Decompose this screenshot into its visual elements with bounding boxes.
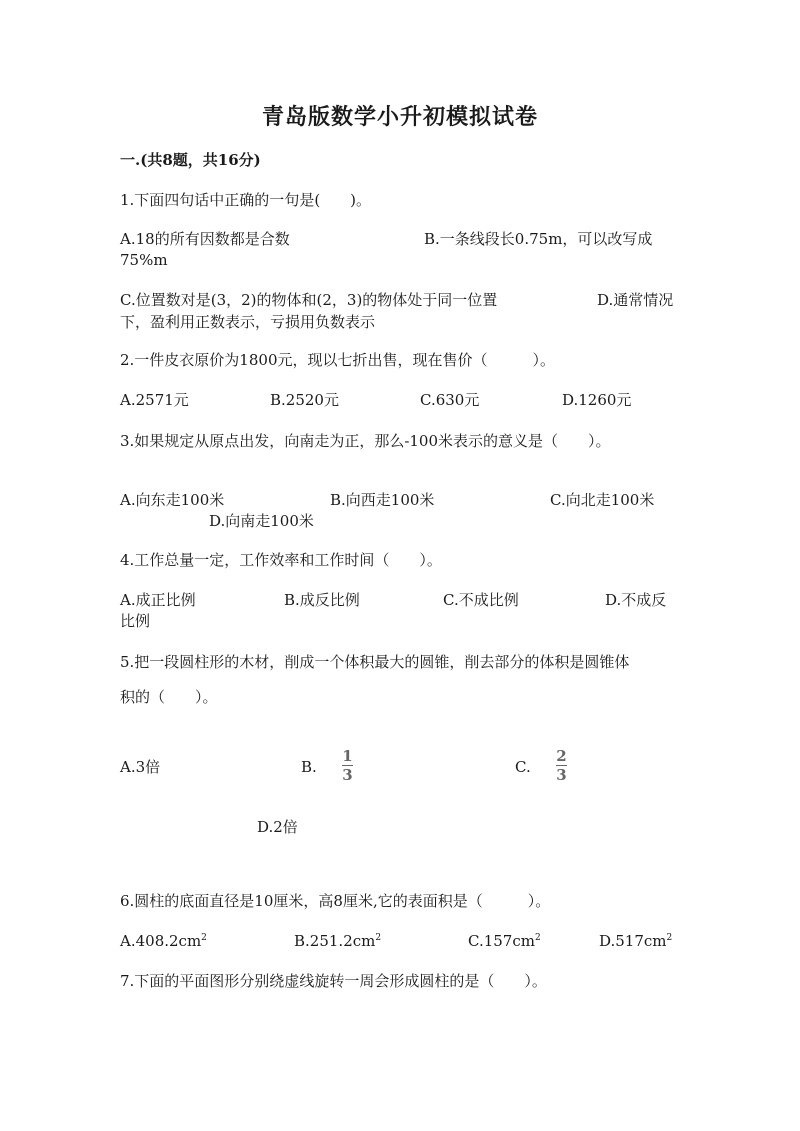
option-text: B.251.2cm <box>294 932 376 950</box>
question-5-stem: 5.把一段圆柱形的木材，削成一个体积最大的圆锥，削去部分的体积是圆锥体 <box>120 653 630 671</box>
question-6-stem: 6.圆柱的底面直径是10厘米，高8厘米,它的表面积是（ ）。 <box>120 892 551 910</box>
question-3-option-a: A.向东走100米 <box>120 491 225 509</box>
question-2-option-b: B.2520元 <box>270 391 339 409</box>
question-6-option-c <box>468 931 541 951</box>
question-1-option-b: B.一条线段长0.75m，可以改写成 <box>424 230 653 248</box>
superscript: 2 <box>201 933 207 943</box>
question-6-option-a <box>120 931 207 951</box>
superscript: 2 <box>534 933 541 943</box>
question-2-stem: 2.一件皮衣原价为1800元，现以七折出售，现在售价（ ）。 <box>120 351 555 369</box>
question-1-stem: 1.下面四句话中正确的一句是( )。 <box>120 191 372 209</box>
question-3-option-c: C.向北走100米 <box>550 491 655 509</box>
option-text: D.517cm <box>599 932 667 950</box>
question-1-option-c: C.位置数对是(3，2)的物体和(2，3)的物体处于同一位置 <box>120 291 498 309</box>
question-5-option-b-label: B. <box>301 758 317 776</box>
question-4-option-b: B.成反比例 <box>284 591 360 609</box>
question-3-option-b: B.向西走100米 <box>330 491 435 509</box>
fraction-numerator: 1 <box>342 747 353 765</box>
question-5-option-a: A.3倍 <box>120 758 161 776</box>
question-4-stem: 4.工作总量一定，工作效率和工作时间（ ）。 <box>120 551 442 569</box>
question-6-option-b <box>294 931 381 951</box>
page-title: 青岛版数学小升初模拟试卷 <box>261 104 538 130</box>
fraction-numerator: 2 <box>556 747 567 765</box>
fraction-denominator: 3 <box>556 766 567 784</box>
question-1-option-d: D.通常情况 <box>597 291 674 309</box>
question-5-option-c-label: C. <box>515 758 531 776</box>
question-6-option-d <box>599 931 672 951</box>
question-2-option-a: A.2571元 <box>120 391 189 409</box>
question-5-stem-continued: 积的（ ）。 <box>120 688 218 706</box>
question-5-option-d: D.2倍 <box>257 818 298 836</box>
question-3-option-d: D.向南走100米 <box>209 512 314 530</box>
option-text: A.408.2cm <box>120 932 202 950</box>
question-4-option-a: A.成正比例 <box>120 591 196 609</box>
fraction-denominator: 3 <box>342 766 353 784</box>
option-text: C.157cm <box>468 932 535 950</box>
section-header: 一.(共8题，共16分) <box>120 151 261 169</box>
question-5-option-b-fraction <box>342 748 353 783</box>
question-2-option-c: C.630元 <box>420 391 480 409</box>
question-1-option-b-continued: 75%m <box>120 251 168 269</box>
question-1-option-a: A.18的所有因数都是合数 <box>120 230 290 248</box>
superscript: 2 <box>666 933 673 943</box>
question-5-option-c-fraction <box>556 748 567 783</box>
question-7-stem: 7.下面的平面图形分别绕虚线旋转一周会形成圆柱的是（ ）。 <box>120 972 547 990</box>
question-3-stem: 3.如果规定从原点出发，向南走为正，那么-100米表示的意义是（ ）。 <box>120 432 611 450</box>
question-4-option-d-continued: 比例 <box>120 612 151 630</box>
question-4-option-d: D.不成反 <box>605 591 667 609</box>
question-2-option-d: D.1260元 <box>562 391 632 409</box>
question-1-option-d-continued: 下，盈利用正数表示，亏损用负数表示 <box>120 313 376 331</box>
superscript: 2 <box>375 933 382 943</box>
question-4-option-c: C.不成比例 <box>443 591 519 609</box>
